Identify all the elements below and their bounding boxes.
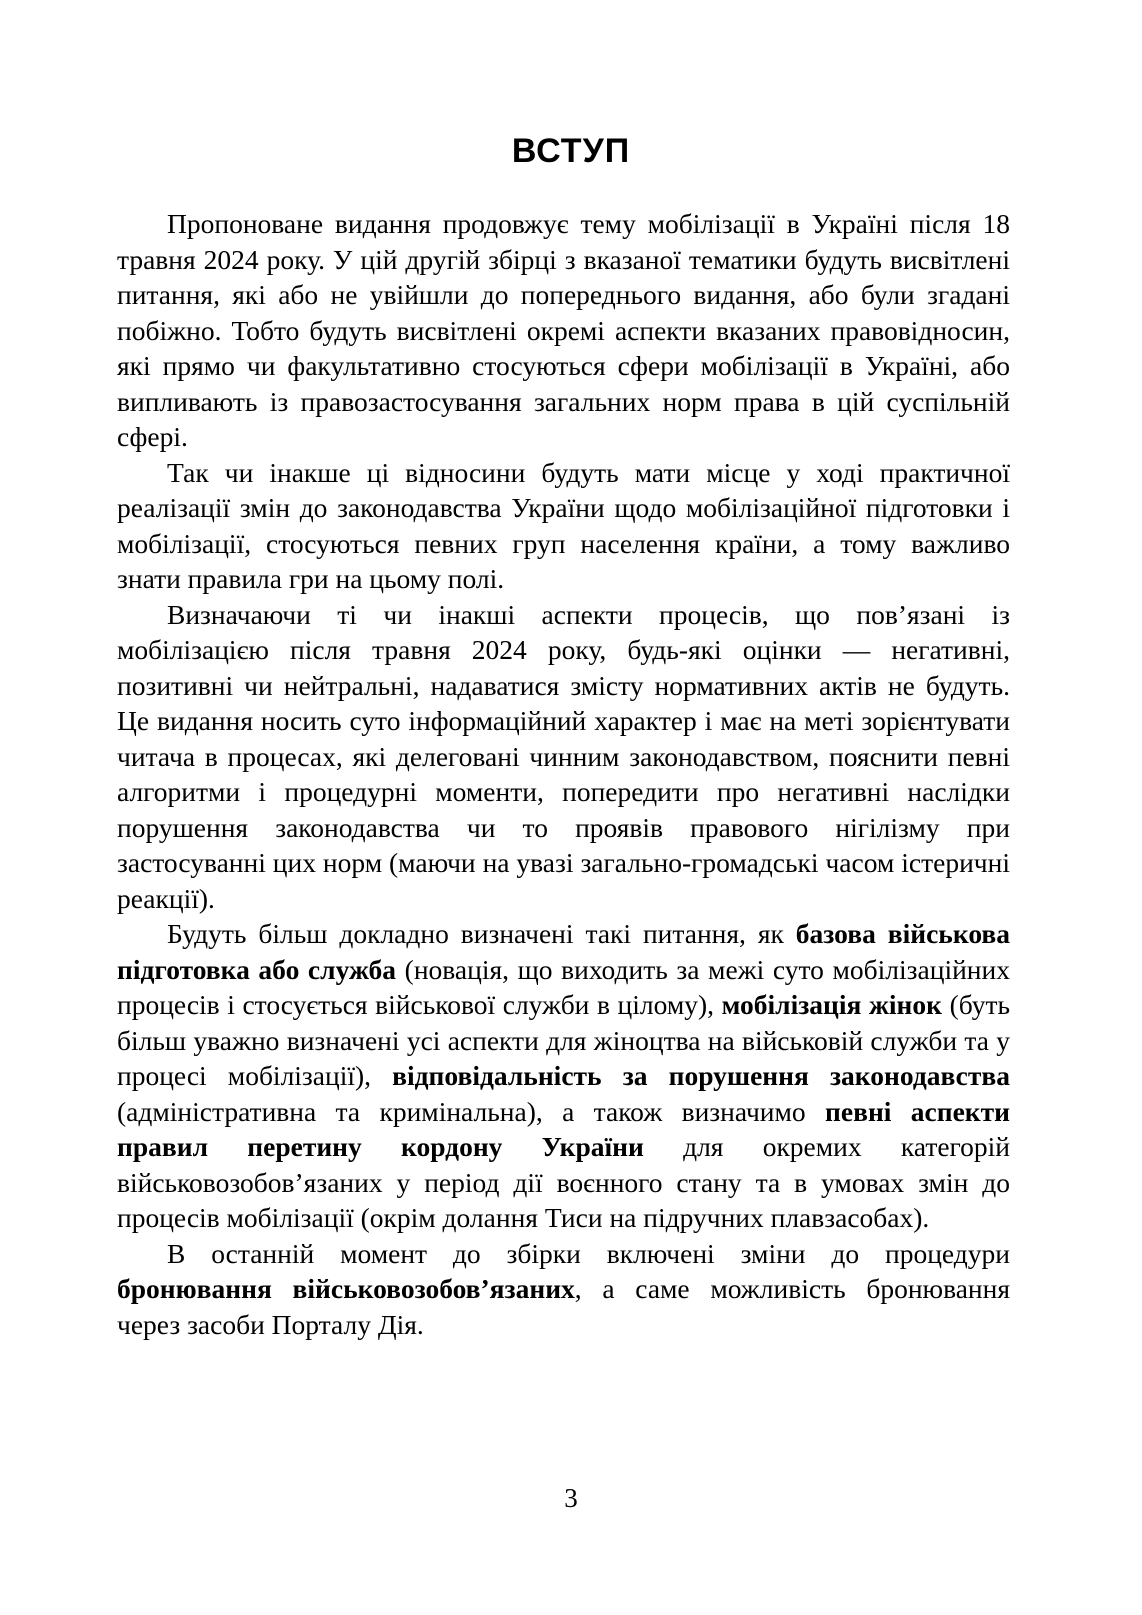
page-title: ВСТУП [511, 132, 631, 170]
paragraph: Будуть більш докладно визначені такі питання, як базова військова підготовка або служба (новація, що виходить за межі суто мобілізаційних процесів і стосується військової служби в цілому), мобілізація жінок (буть більш уважно визначені усі аспекти для жіноцтва на військовій служби та у процесі мобілізації), відповідальність за порушення законодавства (адміністративна та кримінальна), а також визначимо певні аспекти правил перетину кордону України для окремих категорій військовозобов’язаних у період дії воєнного стану та в умовах змін до процесів мобілізації (окрім долання Тиси на підручних плавзасобах). [117, 918, 1010, 1233]
page-number: 3 [564, 1483, 578, 1513]
paragraph: Пропоноване видання продовжує тему мобілізації в Україні після 18 травня 2024 року. У цій другій збірці з вказаної тематики будуть висвітлені питання, які або не увійшли до попереднього видання, або були згадані побіжно. Тобто будуть висвітлені окремі аспекти вказаних правовідносин, які прямо чи факультативно стосуються сфери мобілізації в Україні, або випливають із правозастосування загальних норм права в цій суспільній сфері. [117, 208, 1010, 452]
paragraph: В останній момент до збірки включені зміни до процедури бронювання військовозобов’язаних, а саме можливість бронювання через засоби Порталу Дія. [117, 1237, 1010, 1340]
body-text [117, 206, 1010, 1342]
paragraph: Так чи інакше ці відносини будуть мати місце у ході практичної реалізації змін до законодавства України щодо мобілізаційної підготовки і мобілізації, стосуються певних груп населення країни, а тому важливо знати правила гри на цьому полі. [117, 456, 1010, 594]
paragraph: Визначаючи ті чи інакші аспекти процесів, що пов’язані із мобілізацією після травня 2024 року, будь-які оцінки — негативні, позитивні чи нейтральні, надаватися змісту нормативних актів не будуть. Це видання носить суто інформаційний характер і має на меті зорієнтувати читача в процесах, які делеговані чинним законодавством, пояснити певні алгоритми і процедурні моменти, попередити про негативні наслідки порушення законодавства чи то проявів правового нігілізму при застосуванні цих норм (маючи на увазі загально-громадські часом істеричні реакції). [117, 598, 1010, 914]
